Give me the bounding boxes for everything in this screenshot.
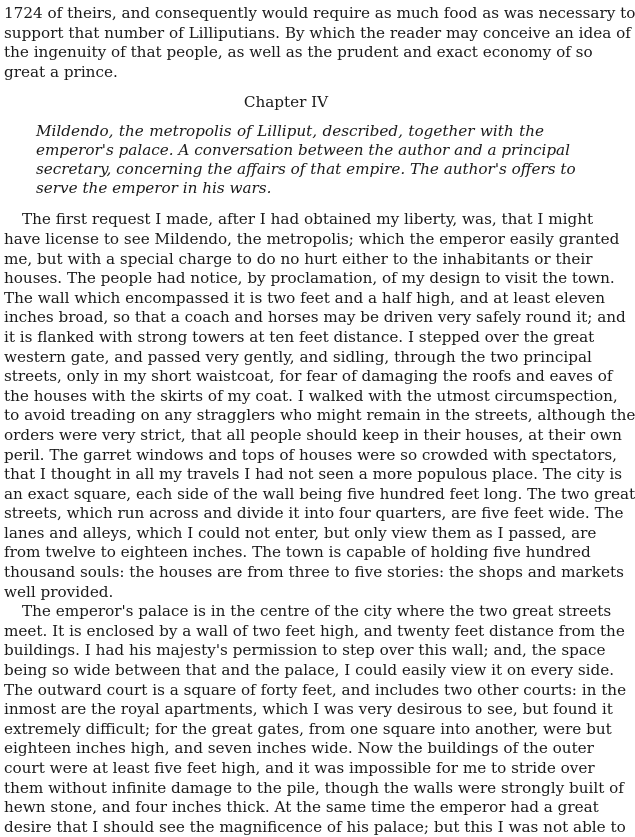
intro-paragraph (4, 4, 635, 82)
text-line: inmost are the royal apartments, which I was very desirous to see, but found it (4, 700, 613, 719)
text-line: The wall which encompassed it is two feet and a half high, and at least eleven (4, 288, 606, 307)
text-line: buildings. I had his majesty's permission to step over this wall; and, the space (4, 641, 606, 660)
text-line: from twelve to eighteen inches. The town is capable of holding five hundred (4, 543, 591, 562)
text-line: court were at least five feet high, and it was impossible for me to stride over (4, 759, 595, 777)
text-line: lanes and alleys, which I could not enter, but only view them as I passed, are (4, 523, 597, 542)
text-line: streets, which run across and divide it into four quarters, are five feet wide. The (4, 504, 624, 523)
text-line: thousand souls: the houses are from three to five stories: the shops and markets (4, 563, 624, 582)
text-line: The outward court is a square of forty feet, and includes two other courts: in the (4, 680, 627, 699)
text-line: meet. It is enclosed by a wall of two feet high, and twenty feet distance from the (4, 621, 625, 640)
text-line: great a prince. (4, 62, 118, 81)
text-line: being so wide between that and the palace, I could easily view it on every side. (4, 661, 615, 680)
text-line: peril. The garret windows and tops of houses were so crowded with spectators, (4, 445, 617, 464)
summary-line: secretary, concerning the affairs of that empire. The author's offers to (36, 160, 576, 179)
summary-line: emperor's palace. A conversation between the author and a principal (36, 141, 570, 160)
text-line: that I thought in all my travels I had not seen a more populous place. The city is (4, 465, 623, 484)
text-line: the houses with the skirts of my coat. I walked with the utmost circumspection, (4, 386, 618, 405)
text-line: have license to see Mildendo, the metropolis; which the emperor easily granted (4, 229, 620, 248)
text-line: The first request I made, after I had obtained my liberty, was, that I might (22, 210, 594, 229)
text-line: eighteen inches high, and seven inches wide. Now the buildings of the outer (4, 739, 594, 758)
text-line: support that number of Lilliputians. By which the reader may conceive an idea of (4, 23, 631, 42)
text-line: me, but with a special charge to do no hurt either to the inhabitants or their (4, 249, 593, 268)
text-line: them without infinite damage to the pile, though the walls were strongly built of (4, 778, 624, 797)
chapter-title: Chapter IV (243, 93, 329, 112)
text-line: it is flanked with strong towers at ten feet distance. I stepped over the great (4, 327, 595, 346)
paragraph-emperors-palace (4, 602, 627, 837)
text-line: western gate, and passed very gently, and sidling, through the two principal (4, 347, 592, 366)
text-line: desire that I should see the magnificence of his palace; but this I was not able to (4, 817, 626, 836)
text-line: the ingenuity of that people, as well as the prudent and exact economy of so (4, 43, 593, 62)
summary-line: Mildendo, the metropolis of Lilliput, described, together with the (36, 122, 544, 141)
text-line: an exact square, each side of the wall being five hundred feet long. The two great (4, 484, 635, 503)
text-line: The emperor's palace is in the centre of the city where the two great streets (22, 602, 612, 621)
text-line: streets, only in my short waistcoat, for fear of damaging the roofs and eaves of (4, 367, 613, 386)
text-line: houses. The people had notice, by proclamation, of my design to visit the town. (4, 269, 615, 288)
text-line: hewn stone, and four inches thick. At the same time the emperor had a great (4, 798, 599, 817)
text-line: extremely difficult; for the great gates, from one square into another, were but (4, 719, 612, 738)
chapter-summary (4, 122, 576, 198)
text-line: to avoid treading on any stragglers who might remain in the streets, although the (4, 406, 635, 425)
paragraph-first-request (4, 210, 635, 602)
text-line: well provided. (4, 582, 114, 601)
text-line: orders were very strict, that all people should keep in their houses, at their own (4, 425, 622, 444)
text-line: inches broad, so that a coach and horses may be driven very safely round it; and (4, 308, 626, 327)
summary-line: serve the emperor in his wars. (36, 179, 272, 198)
text-line: 1724 of theirs, and consequently would require as much food as was necessary to (4, 4, 635, 22)
